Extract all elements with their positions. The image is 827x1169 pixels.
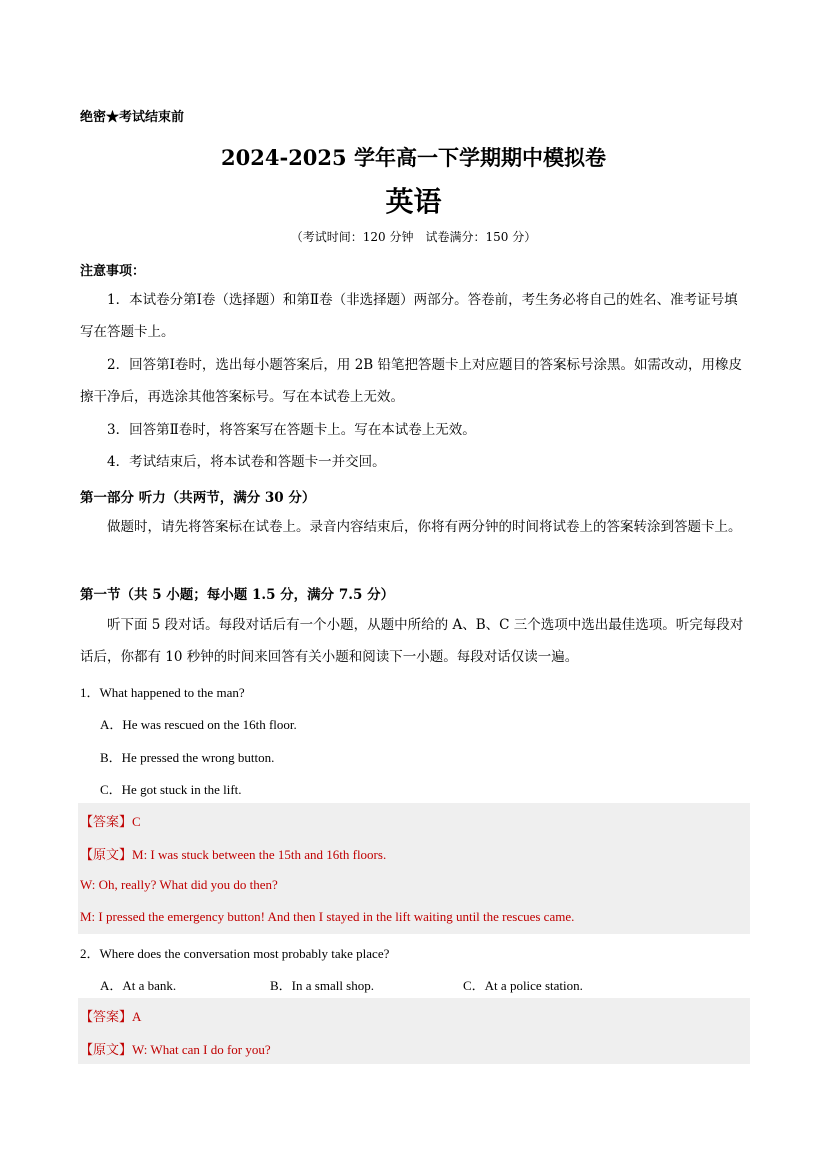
notice-item-3: 3．回答第Ⅱ卷时，将答案写在答题卡上。写在本试卷上无效。	[107, 422, 476, 438]
question-1-option-c: C．He got stuck in the lift.	[100, 782, 242, 797]
notice-item-1: 1．本试卷分第Ⅰ卷（选择题）和第Ⅱ卷（非选择题）两部分。答卷前，考生务必将自己的姓名、准考证号填写在答题卡上。	[80, 292, 738, 340]
script-label: 【原文】	[80, 1042, 133, 1057]
subject-title: 英语	[385, 185, 442, 218]
question-1-stem: 1．What happened to the man?	[80, 685, 245, 700]
question-1-option-b: B．He pressed the wrong button.	[100, 750, 275, 765]
question-2-answer-box	[78, 998, 750, 1064]
answer-value: A	[132, 1009, 142, 1024]
confidential-label: 绝密★考试结束前	[80, 110, 185, 125]
question-1-script-line-1	[80, 844, 386, 863]
time-info: （考试时间：120 分钟 试卷满分：150 分）	[290, 230, 537, 244]
question-2-option-a: A．At a bank.	[100, 978, 177, 993]
part1-heading: 第一部分 听力（共两节，满分 30 分）	[80, 490, 316, 506]
part1-instruction: 做题时，请先将答案标在试卷上。录音内容结束后，你将有两分钟的时间将试卷上的答案转涂到答题卡上。	[107, 519, 742, 535]
section1-heading: 第一节（共 5 小题；每小题 1.5 分，满分 7.5 分）	[80, 587, 395, 603]
question-1-script-line-2: W: Oh, really? What did you do then?	[80, 877, 278, 892]
notice-heading: 注意事项：	[80, 264, 146, 279]
question-1-answer-box	[78, 803, 750, 934]
notice-item-2: 2．回答第Ⅰ卷时，选出每小题答案后，用 2B 铅笔把答题卡上对应题目的答案标号涂黑。如需改动，用橡皮擦干净后，再选涂其他答案标号。写在本试卷上无效。	[80, 357, 743, 405]
script-text: W: What can I do for you?	[132, 1042, 271, 1057]
answer-label: 【答案】	[80, 814, 133, 829]
question-1-answer	[80, 811, 141, 830]
section1-instruction: 听下面 5 段对话。每段对话后有一个小题，从题中所给的 A、B、C 三个选项中选出最佳选项。听完每段对话后，你都有 10 秒钟的时间来回答有关小题和阅读下一小题。每段对话仅读一遍。	[80, 617, 744, 665]
exam-title: 2024-2025 学年高一下学期期中模拟卷	[221, 145, 606, 170]
script-text: M: I was stuck between the 15th and 16th floors.	[132, 847, 387, 862]
script-label: 【原文】	[80, 847, 133, 862]
question-1-script-line-3: M: I pressed the emergency button! And then I stayed in the lift waiting until the rescues came.	[80, 909, 575, 924]
question-2-answer	[80, 1006, 141, 1025]
answer-label: 【答案】	[80, 1009, 133, 1024]
question-2-script-line-1	[80, 1039, 271, 1058]
question-2-option-b: B．In a small shop.	[270, 978, 374, 993]
notice-item-4: 4．考试结束后，将本试卷和答题卡一并交回。	[107, 454, 386, 470]
question-2-option-c: C．At a police station.	[463, 978, 583, 993]
answer-value: C	[132, 814, 141, 829]
question-1-option-a: A．He was rescued on the 16th floor.	[100, 717, 297, 732]
question-2-stem: 2．Where does the conversation most probably take place?	[80, 946, 390, 961]
